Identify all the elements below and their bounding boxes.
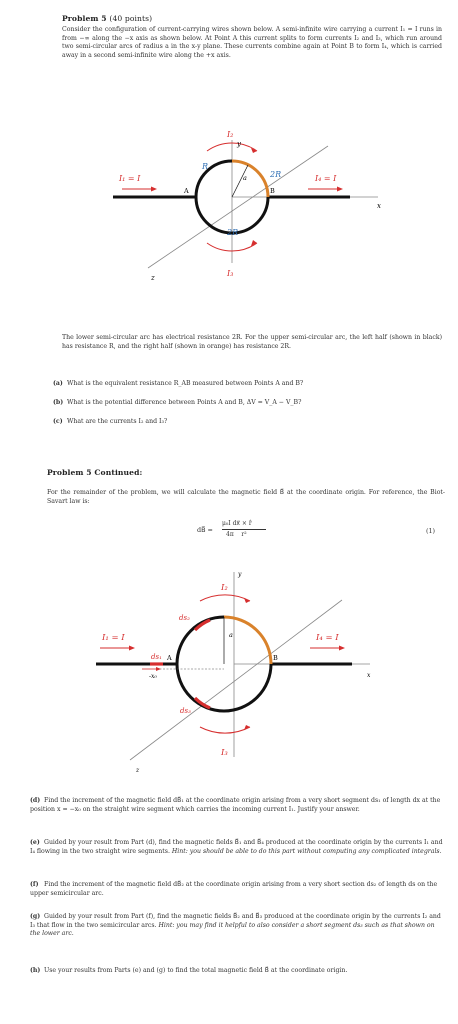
fig2-label-i3: I₃ <box>221 748 228 758</box>
equation-number: (1) <box>426 527 436 535</box>
fig2-label-point-b: B <box>273 654 278 662</box>
fig2-arrow-i2 <box>200 595 250 601</box>
fig1-label-point-a: A <box>184 187 189 195</box>
part-e-hint: Hint: you should be able to do this part without computing any complicated integrals. <box>171 847 442 855</box>
part-e-text: Guided by your result from Part (d), find the magnetic fields B⃗₁ and B⃗₄ produced at the coordinate origin by the currents I₁ and I₄ flowing in the two straight wire segments. <box>30 839 443 855</box>
part-h <box>30 967 446 976</box>
fig1-label-point-b: B <box>270 187 275 195</box>
part-b-label: (b) <box>53 399 64 406</box>
fig1-label-r: R <box>202 162 209 171</box>
fig2-label-a: a <box>229 631 233 639</box>
part-g-hint: Hint: you may find it helpful to also consider a short segment ds₃ such as that shown on the lower arc. <box>30 921 435 938</box>
fig1-label-x: x <box>377 202 381 210</box>
part-b-text: What is the potential difference between Points A and B, ΔV = V_A − V_B? <box>67 399 302 406</box>
fig2-label-i4: I₄ = I <box>316 633 339 643</box>
fig2-label-y: y <box>238 571 242 578</box>
fig1-z-axis <box>148 146 328 268</box>
fig2-label-ds1: ds₁ <box>151 653 162 661</box>
part-c-text: What are the currents I₂ and I₃? <box>67 418 168 425</box>
problem-title <box>62 14 152 23</box>
part-a <box>53 380 443 389</box>
part-d <box>30 797 446 814</box>
fig1-label-i2: I₂ <box>227 130 234 139</box>
fig1-label-y: y <box>237 140 241 148</box>
part-g <box>30 913 446 939</box>
biot-savart-fraction-bar <box>222 529 266 530</box>
part-b <box>53 399 443 408</box>
fig1-label-i4: I₄ = I <box>315 174 337 183</box>
fig1-label-2r-bottom: 2R <box>227 228 239 237</box>
fig2-arrow-ds1-head <box>156 667 161 671</box>
part-g-text: Guided by your result from Part (f), find the magnetic fields B⃗₂ and B⃗₃ produced at the coordinate origin by the currents I₂ and I₃ that flow in the two semicircular arcs. <box>30 913 441 929</box>
figure-1 <box>100 118 400 288</box>
part-h-text: Use your results from Parts (e) and (g) to find the total magnetic field B⃗ at the coordinate origin. <box>44 967 348 974</box>
resistance-text: The lower semi-circular arc has electrical resistance 2R. For the upper semi-circular arc, the left half (shown in black) has resistance R, and the right half (shown in orange) has resistance 2R. <box>62 334 442 350</box>
figure-2 <box>70 542 400 802</box>
part-h-label: (h) <box>30 967 41 974</box>
part-d-label: (d) <box>30 797 41 804</box>
part-e-label: (e) <box>30 839 40 846</box>
fig2-label-z: z <box>136 767 140 774</box>
continued-title: Problem 5 Continued: <box>47 468 143 477</box>
fig2-label-x: x <box>367 672 371 679</box>
part-a-label: (a) <box>53 380 63 387</box>
part-c-label: (c) <box>53 418 63 425</box>
part-g-label: (g) <box>30 913 41 920</box>
fig2-arrow-i4-head <box>339 646 345 651</box>
part-f-label: (f) <box>30 881 39 888</box>
part-d-text: Find the increment of the magnetic field dB⃗₁ at the coordinate origin arising from a very short segment ds₁ of length dx at the position x = −x₀ on the straight wire segment which carries the incoming current I₁. Justify your answer. <box>30 797 441 813</box>
fig2-label-ds3: ds₃ <box>180 707 191 715</box>
fig2-label-point-a: A <box>167 654 172 662</box>
fig1-arrow-i4-head <box>337 187 343 192</box>
fig1-label-z: z <box>151 274 155 282</box>
part-f <box>30 881 446 898</box>
problem-intro: Consider the configuration of current-carrying wires shown below. A semi-infinite wire carrying a current I₁ = I runs in from −∞ along the −x axis as shown below. At Point A this current splits to form currents I₂ and I₃, which run around two semi-circular arcs of radius a in the x-y plane. These currents combine again at Point B to form I₄, which is carried away in a second semi-infinite wire along the +x axis. <box>62 26 442 59</box>
fig2-arrow-i3 <box>200 727 250 733</box>
fig2-z-axis <box>130 600 342 760</box>
problem-points: (40 points) <box>109 14 153 23</box>
fig2-arrow-i1-head <box>129 646 135 651</box>
fig1-label-2r-top: 2R <box>270 170 282 179</box>
part-f-text: Find the increment of the magnetic field dB⃗₂ at the coordinate origin arising from a very short section ds₂ of length ds on the upper semicircular arc. <box>30 881 438 897</box>
fig1-arrow-i1-head <box>151 187 157 192</box>
fig2-lower-arc <box>177 664 271 711</box>
continued-intro: For the remainder of the problem, we will calculate the magnetic field B⃗ at the coordinate origin. For reference, the Biot-Savart law is: <box>47 489 445 505</box>
fig2-label-x0: -x₀ <box>149 673 157 680</box>
biot-savart-lhs: dB⃗ = <box>197 526 213 534</box>
fig2-label-ds2: ds₂ <box>179 614 190 622</box>
part-c <box>53 418 443 427</box>
fig1-label-i3: I₃ <box>227 269 234 278</box>
fig1-upper-right-arc <box>232 161 268 197</box>
part-a-text: What is the equivalent resistance R_AB measured between Points A and B? <box>67 380 304 387</box>
fig2-label-i1: I₁ = I <box>102 633 125 643</box>
fig1-label-a: a <box>243 174 247 182</box>
biot-savart-numerator: μ₀I dx⃗ × r̂ <box>222 520 252 527</box>
problem-title-text: Problem 5 <box>62 14 107 23</box>
fig2-upper-right-arc <box>224 617 271 664</box>
part-e <box>30 839 446 856</box>
fig2-label-i2: I₂ <box>221 583 228 593</box>
biot-savart-denominator: 4π r² <box>226 531 247 538</box>
fig1-label-i1: I₁ = I <box>119 174 141 183</box>
